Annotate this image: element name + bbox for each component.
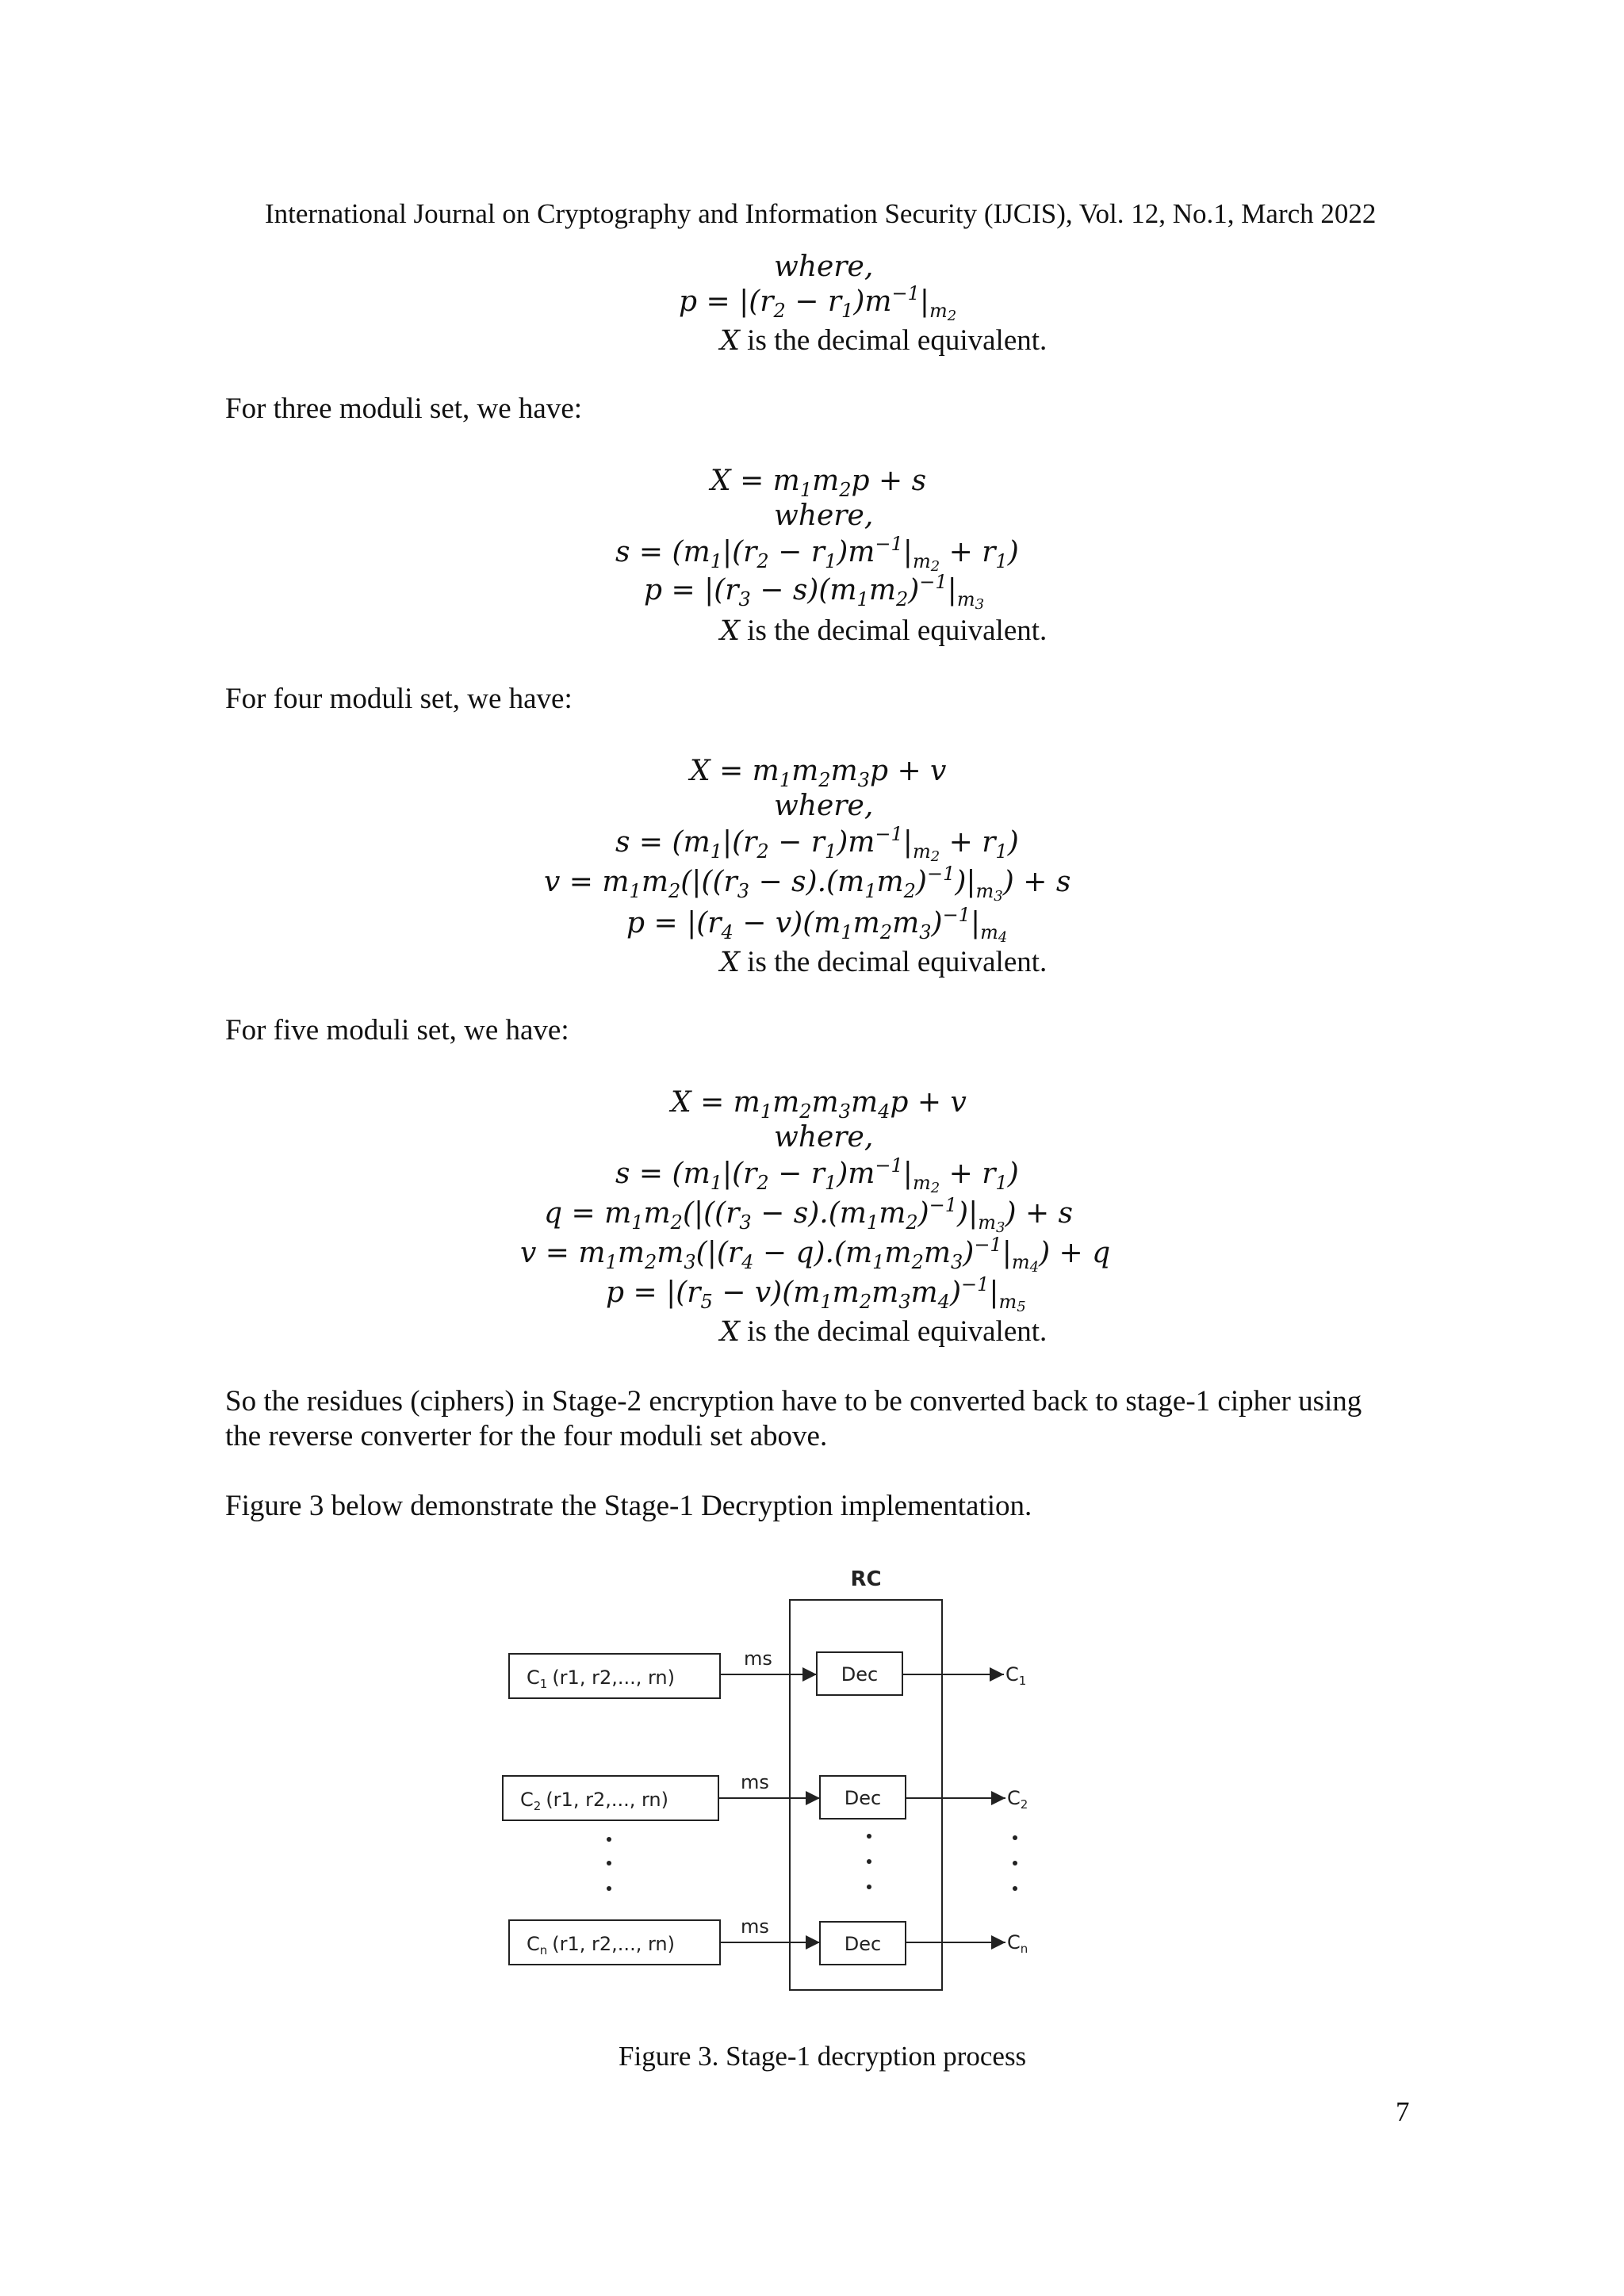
figure-caption: Figure 3. Stage-1 decryption process [619,2041,1027,2072]
eq-five-v: $v = m_1m_2m_3(|(r_4 - q).(m_1m_2m_3)^{-1}|_{m_4}) + q$ [520,1234,1111,1276]
paragraph-line: Figure 3 below demonstrate the Stage-1 Decryption implementation. [225,1490,1032,1522]
dec-label-n: Dec [844,1933,882,1955]
decimal-note: X is the decimal equivalent. [720,946,1048,978]
eq-two-p: $p = |(r_2 - r_1)m^{-1}|_{m_2}$ [679,282,957,324]
input-label-c1: $C_1$ (r1, r2,..., rn) [527,1667,675,1691]
ms-label: ms [741,1915,769,1938]
eq-where: where, [774,790,874,822]
decimal-note: X is the decimal equivalent. [720,1315,1048,1348]
eq-four-v: $v = m_1m_2(|((r_3 - s).(m_1m_2)^{-1})|_{m_3}) + s$ [544,863,1071,905]
dec-label-2: Dec [844,1787,882,1809]
eq-three-x: $X = m_1m_2p + s$ [710,465,927,501]
eq-four-x: $X = m_1m_2m_3p + v$ [690,755,947,791]
output-label-cn: $C_n$ [1007,1931,1028,1956]
ellipsis-dots-inputs [607,1837,611,1891]
ms-label: ms [741,1771,769,1793]
dec-label-1: Dec [841,1663,879,1686]
page-number: 7 [1396,2096,1410,2127]
eq-four-s: $s = (m_1|(r_2 - r_1)m^{-1}|_{m_2} + r_1)$ [615,823,1019,865]
rc-title: RC [850,1567,882,1591]
decimal-note: X is the decimal equivalent. [720,324,1048,357]
eq-where: where, [774,1121,874,1154]
four-moduli-intro: For four moduli set, we have: [225,683,573,715]
eq-four-p: $p = |(r_4 - v)(m_1m_2m_3)^{-1}|_{m_4}$ [626,904,1008,946]
input-label-c2: $C_2$ (r1, r2,..., rn) [520,1789,668,1813]
ellipsis-dots-blocks [867,1834,871,1889]
eq-five-x: $X = m_1m_2m_3m_4p + v$ [671,1086,967,1123]
eq-five-p: $p = |(r_5 - v)(m_1m_2m_3m_4)^{-1}|_{m_5}$ [606,1273,1026,1315]
eq-five-s: $s = (m_1|(r_2 - r_1)m^{-1}|_{m_2} + r_1)$ [615,1154,1019,1196]
output-label-c1: $C_1$ [1005,1663,1027,1688]
paragraph-line: the reverse converter for the four moduli set above. [225,1420,828,1452]
three-moduli-intro: For three moduli set, we have: [225,392,583,425]
input-label-cn: $C_n$ (r1, r2,..., rn) [527,1933,675,1957]
ellipsis-dots-outputs [1013,1835,1017,1891]
decimal-note: X is the decimal equivalent. [720,614,1048,647]
output-label-c2: $C_2$ [1007,1787,1028,1812]
eq-five-q: $q = m_1m_2(|((r_3 - s).(m_1m_2)^{-1})|_{m_3}) + s$ [544,1194,1074,1236]
eq-three-s: $s = (m_1|(r_2 - r_1)m^{-1}|_{m_2} + r_1)$ [615,533,1019,575]
five-moduli-intro: For five moduli set, we have: [225,1014,569,1047]
running-header: International Journal on Cryptography and Information Security (IJCIS), Vol. 12, No.1, March 2022 [265,198,1377,229]
eq-where: where, [774,499,874,532]
eq-three-p: $p = |(r_3 - s)(m_1m_2)^{-1}|_{m_3}$ [644,571,985,613]
eq-where: where, [774,251,874,283]
ms-label: ms [744,1647,772,1670]
paragraph-line: So the residues (ciphers) in Stage-2 encryption have to be converted back to stage-1 cipher using [225,1385,1362,1418]
